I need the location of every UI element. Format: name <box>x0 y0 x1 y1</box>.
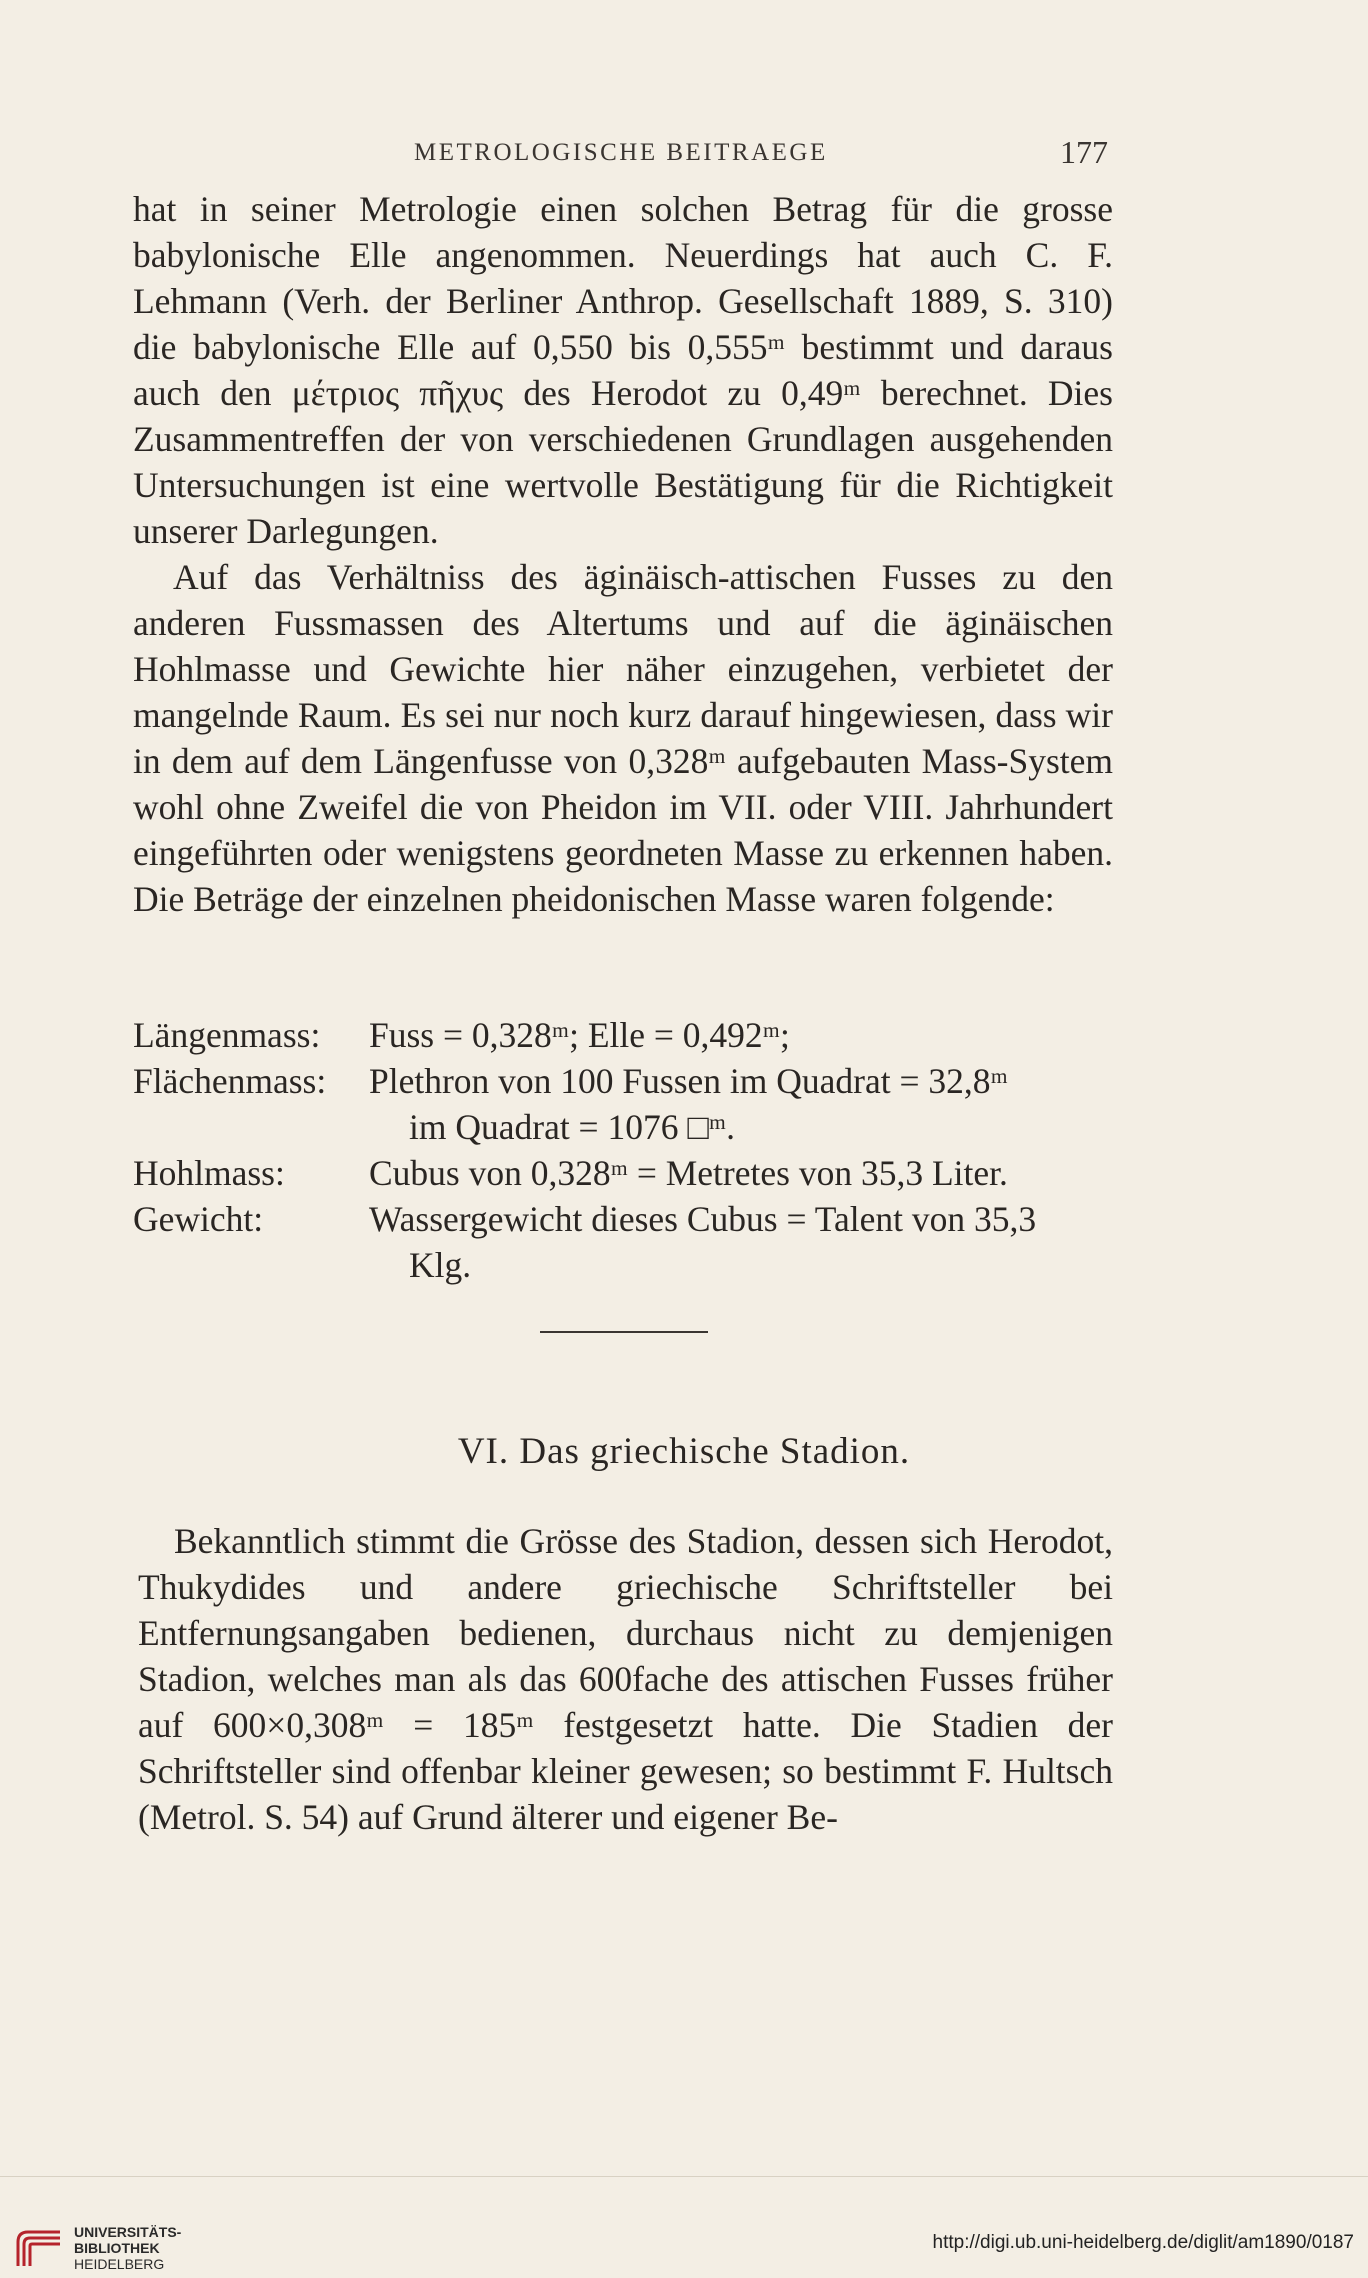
library-logo-icon <box>14 2228 66 2268</box>
measure-value-text: Fuss = 0,328ᵐ; Elle = 0,492ᵐ; <box>369 1015 790 1055</box>
measure-value-continuation: Klg. <box>409 1245 472 1285</box>
measure-row <box>133 1012 1133 1058</box>
measure-row <box>133 1196 1133 1288</box>
source-url-link[interactable]: http://digi.ub.uni-heidelberg.de/diglit/am1890/0187 <box>932 2232 1354 2253</box>
measure-value <box>369 1150 1133 1196</box>
logo-line: HEIDELBERG <box>74 2256 165 2272</box>
measure-label: Hohlmass: <box>133 1153 285 1193</box>
measure-value-continuation: im Quadrat = 1076 □ᵐ. <box>409 1107 736 1147</box>
measure-row <box>133 1058 1133 1150</box>
paragraph: hat in seiner Metrologie einen solchen Betrag für die grosse babylonische Elle angenommen. Neuerdings hat auch C. F. Lehmann (Verh. der Berliner Anthrop. Gesellschaft 1889, S. 310) die babylonische Elle auf 0,550 bis 0,555ᵐ bestimmt und daraus auch den μέτριος πῆχυς des Herodot zu 0,49ᵐ berechnet. Dies Zusammentreffen der von verschiedenen Grundlagen ausgehenden Untersuchungen ist eine wertvolle Bestätigung für die Richtigkeit unserer Darlegungen. <box>133 189 1113 551</box>
page-number: 177 <box>1060 134 1108 170</box>
measure-label: Flächenmass: <box>133 1061 327 1101</box>
measure-value <box>369 1058 1133 1150</box>
measures-table <box>133 1012 1133 1288</box>
measure-label: Gewicht: <box>133 1199 264 1239</box>
footer-divider <box>0 2176 1368 2177</box>
measure-value-text: Wassergewicht dieses Cubus = Talent von 35,3 <box>369 1199 1037 1239</box>
measure-value-text: Cubus von 0,328ᵐ = Metretes von 35,3 Liter. <box>369 1153 1008 1193</box>
library-logo[interactable] <box>14 2224 181 2272</box>
measure-value <box>369 1196 1133 1288</box>
section-heading: VI. Das griechische Stadion. <box>457 1431 911 1472</box>
body-text <box>133 186 1113 922</box>
measure-value-text: Plethron von 100 Fussen im Quadrat = 32,8ᵐ <box>369 1061 1008 1101</box>
library-logo-text <box>74 2224 181 2272</box>
measure-label: Längenmass: <box>133 1015 321 1055</box>
section-body-text <box>138 1518 1113 1840</box>
running-title: METROLOGISCHE BEITRAEGE <box>414 139 828 166</box>
paragraph: Auf das Verhältniss des äginäisch-attischen Fusses zu den anderen Fussmassen des Altertums und auf die äginäischen Hohlmasse und Gewichte hier näher einzugehen, verbietet der mangelnde Raum. Es sei nur noch kurz darauf hingewiesen, dass wir in dem auf dem Längenfusse von 0,328ᵐ aufgebauten Mass-System wohl ohne Zweifel die von Pheidon im VII. oder VIII. Jahrhundert eingeführten oder wenigstens geordneten Masse zu erkennen haben. Die Beträge der einzelnen pheidonischen Masse waren folgende: <box>133 557 1113 919</box>
measure-row <box>133 1150 1133 1196</box>
section-divider <box>540 1331 708 1333</box>
paragraph: Bekanntlich stimmt die Grösse des Stadion, dessen sich Herodot, Thukydides und andere griechische Schriftsteller bei Entfernungsangaben bedienen, durchaus nicht zu demjenigen Stadion, welches man als das 600fache des attischen Fusses früher auf 600×0,308ᵐ = 185ᵐ festgesetzt hatte. Die Stadien der Schriftsteller sind offenbar kleiner gewesen; so bestimmt F. Hultsch (Metrol. S. 54) auf Grund älterer und eigener Be- <box>138 1521 1113 1837</box>
measure-value <box>369 1012 1133 1058</box>
logo-line: BIBLIOTHEK <box>74 2240 160 2256</box>
logo-line: UNIVERSITÄTS- <box>74 2224 182 2240</box>
